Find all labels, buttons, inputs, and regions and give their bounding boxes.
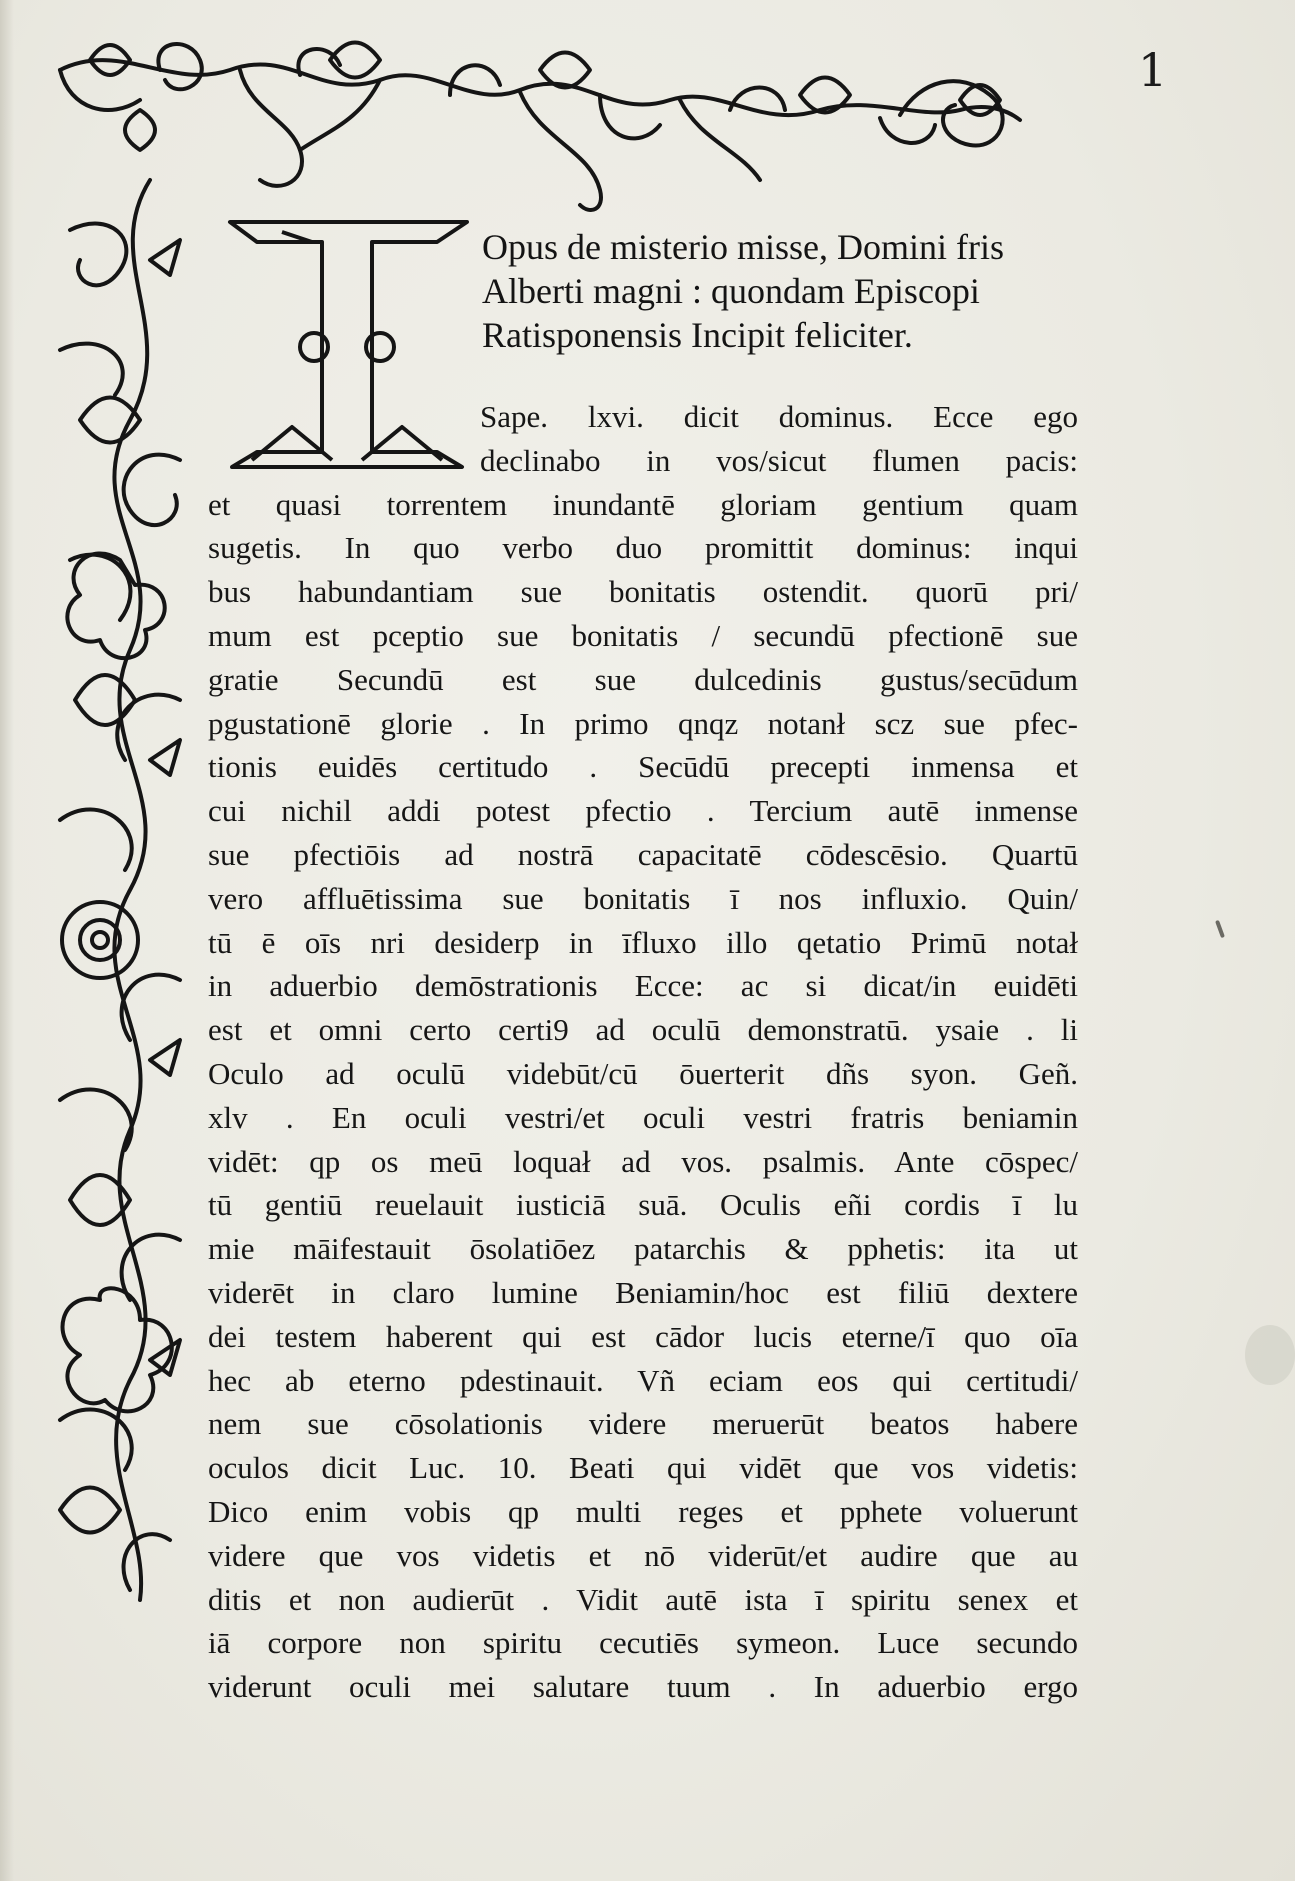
folio-number: 1 bbox=[1138, 43, 1168, 97]
text-line: vero affluētissima sue bonitatis ī nos influxio. Quin/ bbox=[208, 880, 1078, 916]
heading-line: Opus de misterio misse, Domini fris bbox=[482, 227, 1004, 267]
text-line: est et omni certo certi9 ad oculū demonstratū. ysaie . li bbox=[208, 1012, 1078, 1048]
text-line: iā corpore non spiritu cecutiēs symeon. Luce secundo bbox=[208, 1625, 1078, 1661]
text-line: oculos dicit Luc. 10. Beati qui vidēt que vos videtis: bbox=[208, 1450, 1078, 1486]
text-line: videre que vos videtis et nō viderūt/et audire que au bbox=[208, 1537, 1078, 1573]
body-text-block bbox=[208, 395, 1078, 1709]
paper-stain bbox=[1245, 1325, 1295, 1385]
text-line: viderēt in claro lumine Beniamin/hoc est filiū dextere bbox=[208, 1274, 1078, 1310]
text-line: vidēt: qp os meū loquał ad vos. psalmis. Ante cōspec/ bbox=[208, 1143, 1078, 1179]
incipit-heading bbox=[482, 225, 1082, 357]
text-line: gratie Secundū est sue dulcedinis gustus/secūdum bbox=[208, 661, 1078, 697]
text-line: ditis et non audierūt . Vidit autē ista ī spiritu senex et bbox=[208, 1581, 1078, 1617]
text-line: pgustationē glorie . In primo qnqz notanł scz sue pfec- bbox=[208, 705, 1078, 741]
text-line: declinabo in vos/sicut flumen pacis: bbox=[480, 442, 1078, 478]
text-line: et quasi torrentem inundantē gloriam gentium quam bbox=[208, 486, 1078, 522]
text-line: in aduerbio demōstrationis Ecce: ac si dicat/in euidēti bbox=[208, 968, 1078, 1004]
text-line: tū gentiū reuelauit iusticiā suā. Oculis eñi cordis ī lu bbox=[208, 1187, 1078, 1223]
heading-line: Alberti magni : quondam Episcopi bbox=[482, 271, 980, 311]
text-line: sugetis. In quo verbo duo promittit dominus: inqui bbox=[208, 530, 1078, 566]
text-line: Sape. lxvi. dicit dominus. Ecce ego bbox=[480, 399, 1078, 434]
text-line: xlv . En oculi vestri/et oculi vestri fratris beniamin bbox=[208, 1099, 1078, 1135]
text-line: Dico enim vobis qp multi reges et pphete voluerunt bbox=[208, 1493, 1078, 1529]
text-line: viderunt oculi mei salutare tuum . In aduerbio ergo bbox=[208, 1669, 1078, 1705]
text-line: nem sue cōsolationis videre meruerūt beatos habere bbox=[208, 1406, 1078, 1442]
text-line: hec ab eterno pdestinauit. Vñ eciam eos qui certitudi/ bbox=[208, 1362, 1078, 1398]
text-line: tū ē oīs nri desiderp in īfluxo illo qetatio Primū notał bbox=[208, 924, 1078, 960]
text-line: mie māifestauit ōsolatiōez patarchis & pphetis: ita ut bbox=[208, 1231, 1078, 1267]
text-line: tionis euidēs certitudo . Secūdū precepti inmensa et bbox=[208, 749, 1078, 785]
text-line: mum est pceptio sue bonitatis / secundū pfectionē sue bbox=[208, 617, 1078, 653]
text-line: cui nichil addi potest pfectio . Tercium autē inmense bbox=[208, 793, 1078, 829]
heading-line: Ratisponensis Incipit feliciter. bbox=[482, 315, 913, 355]
text-line: Oculo ad oculū videbūt/cū ōuerterit dñs syon. Geñ. bbox=[208, 1055, 1078, 1091]
text-line: sue pfectiōis ad nostrā capacitatē cōdescēsio. Quartū bbox=[208, 836, 1078, 872]
text-line: dei testem haberent qui est cādor lucis eterne/ī quo oīa bbox=[208, 1318, 1078, 1354]
text-line: bus habundantiam sue bonitatis ostendit. quorū pri/ bbox=[208, 574, 1078, 610]
